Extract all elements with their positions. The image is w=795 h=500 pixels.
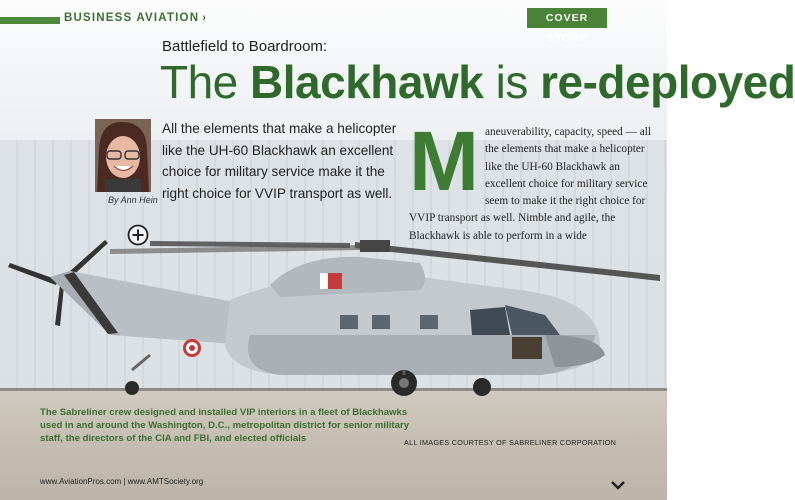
author-photo [95, 119, 151, 192]
section-bar [0, 17, 60, 24]
article-body [409, 114, 659, 245]
section-label [64, 12, 207, 24]
headline-part-1: The [160, 56, 251, 108]
headline-bold-2: re-deployed [540, 56, 795, 108]
article-headline [160, 56, 795, 108]
article-body-text: aneuverability, capacity, speed — all the elements that make a helicopter like the UH-60 Blackhawk an excellent choice for military service seem to make it the right choice for VVIP transport as well. Nimble and agile, the Blackhawk is able to perform in a wide [409, 126, 652, 242]
section-label-text: BUSINESS AVIATION [64, 12, 200, 24]
headline-bold-1: Blackhawk [250, 56, 484, 108]
article-intro: All the elements that make a helicopter like the UH-60 Blackhawk an excellent choice for military service make it the right choice for VVIP transport as well. [162, 121, 397, 201]
author-byline: By Ann Hein [108, 195, 158, 205]
footer-links: www.AviationPros.com | www.AMTSociety.org [40, 477, 204, 486]
headline-part-2: is [483, 56, 541, 108]
article-kicker: Battlefield to Boardroom: [162, 38, 328, 55]
chevron-right-icon: › [202, 12, 208, 24]
photo-credit: ALL IMAGES COURTESY OF SABRELINER CORPORATION [404, 438, 617, 447]
photo-caption: The Sabreliner crew designed and installed VIP interiors in a fleet of Blackhawks used in and around the Washington, D.C., metropolitan district for senior military staff, the directors of the CIA and FBI, and elected officials [40, 407, 410, 444]
drop-cap: M [409, 114, 479, 208]
cover-story-tag: COVER STORY [527, 8, 607, 28]
plus-circle-icon[interactable] [127, 224, 149, 246]
chevron-down-icon[interactable] [611, 481, 625, 490]
